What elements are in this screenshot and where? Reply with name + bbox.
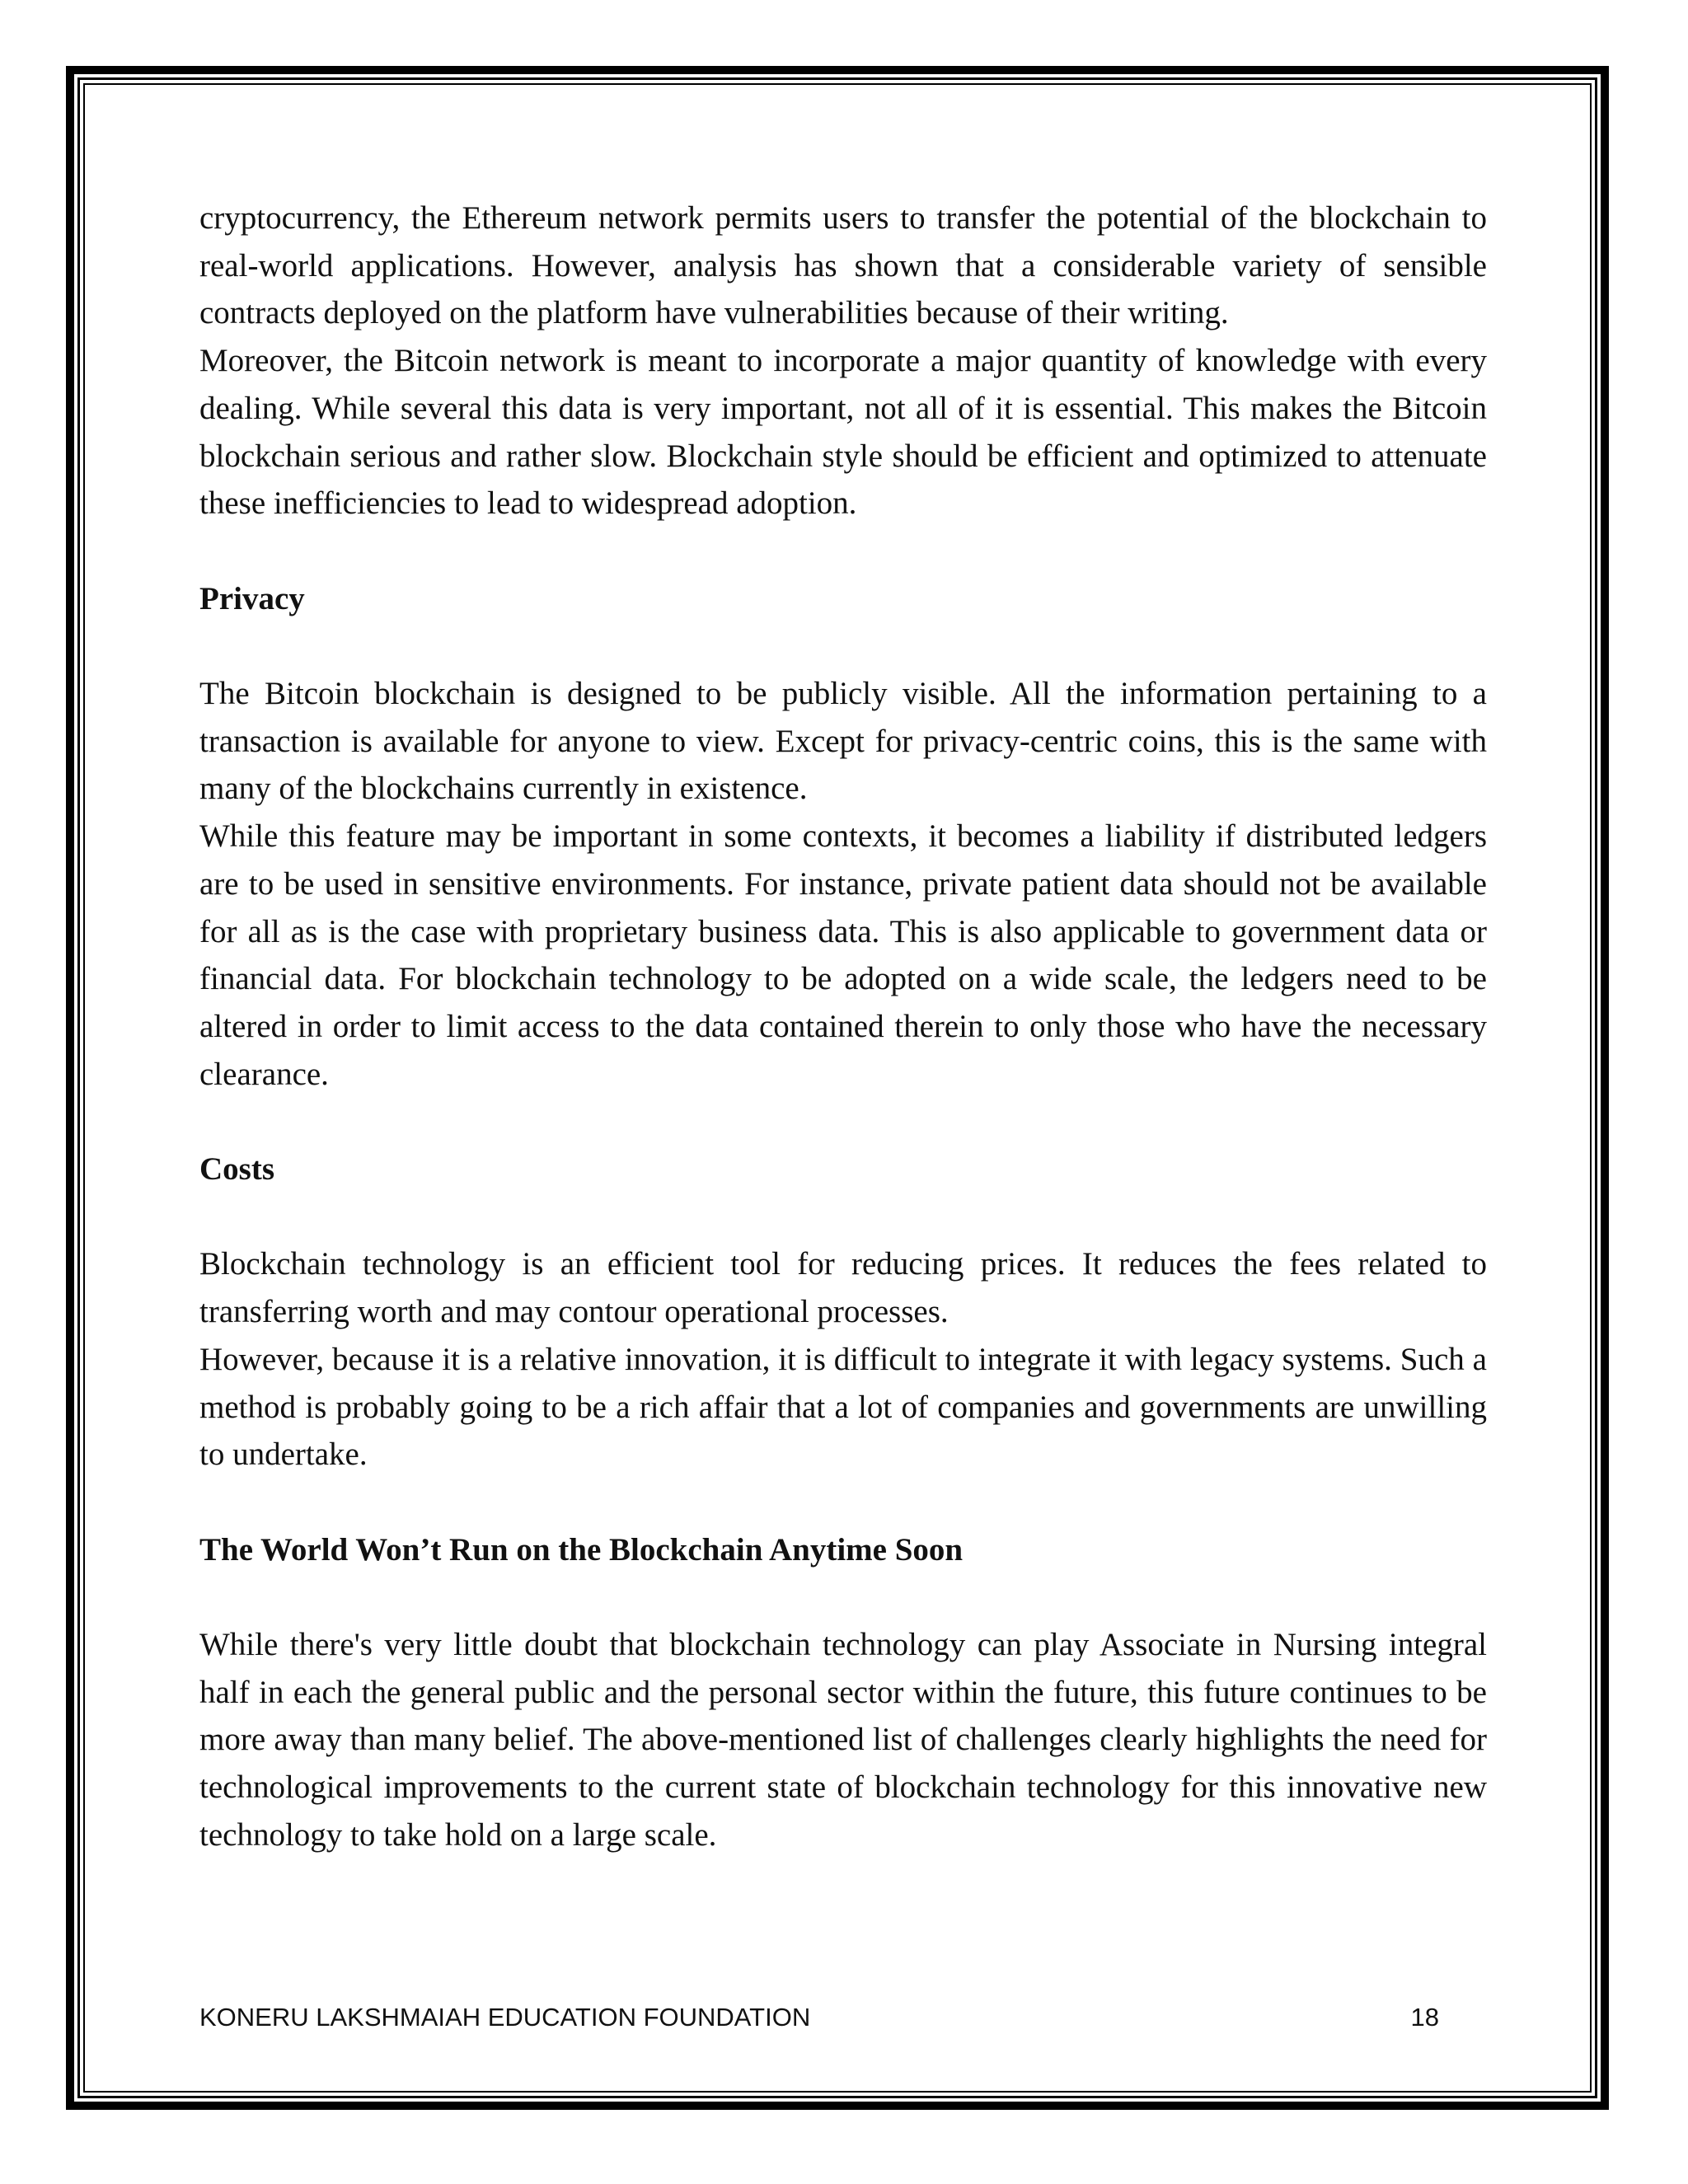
footer-page-number: 18 xyxy=(1410,2003,1439,2032)
page-content xyxy=(199,194,1487,1859)
spacer xyxy=(199,527,1487,575)
spacer xyxy=(199,1098,1487,1146)
paragraph-reducing-prices: Blockchain technology is an efficient tool for reducing prices. It reduces the fees related to transferring worth and may contour operational processes. xyxy=(199,1246,1487,1330)
heading-privacy: Privacy xyxy=(199,580,305,616)
heading-world-wont-run: The World Won’t Run on the Blockchain Anytime Soon xyxy=(199,1531,964,1568)
paragraph-sensitive-environments: While this feature may be important in some contexts, it becomes a liability if distributed ledgers are to be used in sensitive environments. For instance, private patient data should not be available for all as is the case with proprietary business data. This is also applicable to government data or financial data. For blockchain technology to be adopted on a wide scale, the ledgers need to be altered in order to limit access to the data contained therein to only those who have the necessary clearance. xyxy=(199,818,1487,1092)
paragraph-ethereum: cryptocurrency, the Ethereum network permits users to transfer the potential of the blockchain to real-world applications. However, analysis has shown that a considerable variety of sensible contracts deployed on the platform have vulnerabilities because of their writing. xyxy=(199,200,1487,331)
page-footer xyxy=(199,2001,1439,2034)
spacer xyxy=(199,1193,1487,1241)
paragraph-future-outlook: While there's very little doubt that blockchain technology can play Associate in Nursing integral half in each the general public and the personal sector within the future, this future continues to be more away than many belief. The above-mentioned list of challenges clearly highlights the need for technological improvements to the current state of blockchain technology for this innovative new technology to take hold on a large scale. xyxy=(199,1627,1487,1853)
spacer xyxy=(199,1479,1487,1526)
spacer xyxy=(199,1573,1487,1621)
paragraph-public-visibility: The Bitcoin blockchain is designed to be publicly visible. All the information pertaining to a transaction is available for anyone to view. Except for privacy-centric coins, this is the same with many of the blockchains currently in existence. xyxy=(199,676,1487,807)
heading-costs: Costs xyxy=(199,1151,275,1188)
paragraph-legacy-systems: However, because it is a relative innovation, it is difficult to integrate it with legacy systems. Such a method is probably going to be a rich affair that a lot of companies and governments are unwilling to undertake. xyxy=(199,1341,1487,1473)
paragraph-bitcoin-network: Moreover, the Bitcoin network is meant to incorporate a major quantity of knowledge with every dealing. While several this data is very important, not all of it is essential. This makes the Bitcoin blockchain serious and rather slow. Blockchain style should be efficient and optimized to attenuate these inefficiencies to lead to widespread adoption. xyxy=(199,343,1487,522)
footer-organization: KONERU LAKSHMAIAH EDUCATION FOUNDATION xyxy=(199,2003,811,2032)
spacer xyxy=(199,622,1487,670)
